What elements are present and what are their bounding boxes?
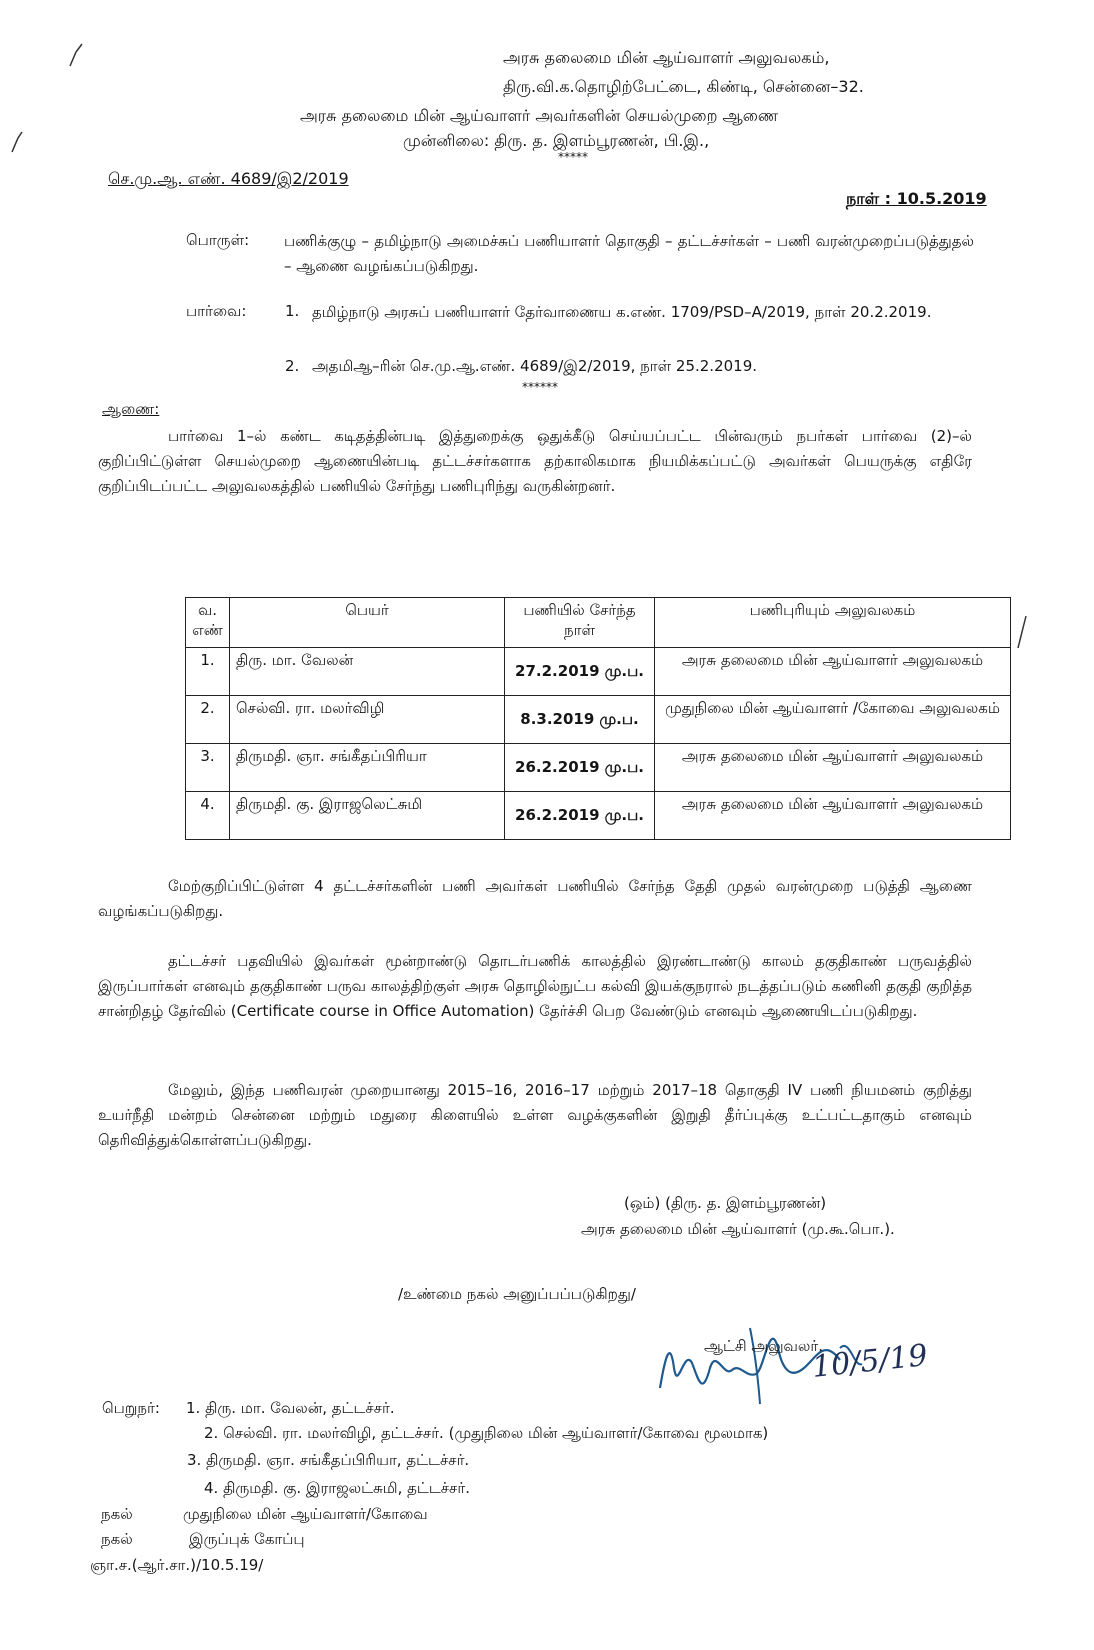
row-name: திரு. மா. வேலன் — [230, 648, 505, 696]
copy-label: நகல் — [101, 1530, 133, 1548]
row-office: அரசு தலைமை மின் ஆய்வாளர் அலுவலகம் — [655, 648, 1011, 696]
row-office: அரசு தலைமை மின் ஆய்வாளர் அலுவலகம் — [655, 792, 1011, 840]
order-date: நாள் : 10.5.2019 — [846, 189, 987, 208]
paragraph-3: தட்டச்சர் பதவியில் இவர்கள் மூன்றாண்டு தொடர்பணிக் காலத்தில் இரண்டாண்டு காலம் தகுதிகாண் பருவத்தில் இருப்பார்கள் எனவும் தகுதிகாண் பருவ காலத்திற்குள் அரசு தொழில்நுட்ப கல்வி இயக்குநரால் நடத்தப்படும் கணினி தகுதி குறித்த சான்றிதழ் தேர்வில் (Certificate course in Office Automation) தேர்ச்சி பெற வேண்டும் எனவும் ஆணையிடப்படுகிறது. — [98, 952, 972, 1020]
order-number: செ.மு.ஆ. எண். 4689/இ2/2019 — [108, 169, 349, 188]
reference-number: 2. — [285, 357, 300, 375]
row-join-date: 26.2.2019 மு.ப. — [505, 744, 655, 792]
scan-mark — [62, 38, 92, 68]
row-name: திருமதி. கு. இராஜலெட்சுமி — [230, 792, 505, 840]
row-serial: 3. — [186, 744, 230, 792]
references-label: பார்வை: — [186, 302, 247, 320]
row-serial: 1. — [186, 648, 230, 696]
row-name: திருமதி. ஞா. சங்கீதப்பிரியா — [230, 744, 505, 792]
recipients-label: பெறுநர்: — [102, 1399, 160, 1417]
table-row — [186, 792, 1011, 840]
row-office: அரசு தலைமை மின் ஆய்வாளர் அலுவலகம் — [655, 744, 1011, 792]
table-row — [186, 744, 1011, 792]
signatory-name: (ஒம்) (திரு. த. இளம்பூரணன்) — [624, 1194, 827, 1212]
row-serial: 4. — [186, 792, 230, 840]
reference-number: 1. — [285, 302, 300, 320]
row-join-date: 26.2.2019 மு.ப. — [505, 792, 655, 840]
office-address: திரு.வி.க.தொழிற்பேட்டை, கிண்டி, சென்னை–32. — [503, 77, 864, 96]
recipient-item: 3. திருமதி. ஞா. சங்கீதப்பிரியா, தட்டச்சர். — [187, 1451, 470, 1469]
scan-mark — [1014, 612, 1030, 652]
paragraph-1: பார்வை 1–ல் கண்ட கடிதத்தின்படி இத்துறைக்கு ஒதுக்கீடு செய்யப்பட்ட பின்வரும் நபர்கள் பார்வை (2)–ல் குறிப்பிட்டுள்ள செயல்முறை ஆணையின்படி தட்டச்சர்களாக தற்காலிகமாக நியமிக்கப்பட்டு அவர்கள் பெயருக்கு எதிரே குறிப்பிடப்பட்ட அலுவலகத்தில் பணியில் சேர்ந்து பணிபுரிந்து வருகின்றனர். — [98, 427, 972, 495]
subject-text: பணிக்குழு – தமிழ்நாடு அமைச்சுப் பணியாளர் தொகுதி – தட்டச்சர்கள் – பணி வரன்முறைப்படுத்துதல் – ஆணை வழங்கப்படுகிறது. — [284, 232, 974, 275]
officer-designation: ஆட்சி அலுவலர். — [704, 1337, 823, 1355]
signatory-designation: அரசு தலைமை மின் ஆய்வாளர் (மு.கூ.பொ.). — [581, 1220, 895, 1238]
paragraph-2: மேற்குறிப்பிட்டுள்ள 4 தட்டச்சர்களின் பணி அவர்கள் பணியில் சேர்ந்த தேதி முதல் வரன்முறை படுத்தி ஆணை வழங்கப்படுகிறது. — [98, 877, 972, 920]
reference-text: தமிழ்நாடு அரசுப் பணியாளர் தேர்வாணைய க.எண். 1709/PSD–A/2019, நாள் 20.2.2019. — [312, 303, 932, 321]
reference-stars: ****** — [522, 380, 558, 394]
column-header-name: பெயர் — [230, 598, 505, 648]
order-label: ஆணை: — [102, 400, 160, 418]
staff-table — [185, 597, 1011, 840]
header-stars: ***** — [558, 150, 588, 164]
recipient-item: 4. திருமதி. கு. இராஜலட்சுமி, தட்டச்சர். — [204, 1479, 470, 1497]
order-heading: அரசு தலைமை மின் ஆய்வாளர் அவர்களின் செயல்முறை ஆணை — [300, 106, 779, 125]
office-name: அரசு தலைமை மின் ஆய்வாளர் அலுவலகம், — [503, 48, 830, 67]
true-copy-line: /உண்மை நகல் அனுப்பப்படுகிறது/ — [398, 1285, 636, 1303]
copy-text: முதுநிலை மின் ஆய்வாளர்/கோவை — [183, 1505, 428, 1523]
footer-reference: ஞா.ச.(ஆர்.சா.)/10.5.19/ — [90, 1556, 264, 1574]
reference-text: அதமிஆ–ரின் செ.மு.ஆ.எண். 4689/இ2/2019, நாள் 25.2.2019. — [312, 357, 758, 375]
presence-line: முன்னிலை: திரு. த. இளம்பூரணன், பி.இ., — [403, 131, 710, 150]
handwritten-date: 10/5/19 — [810, 1338, 930, 1385]
copy-label: நகல் — [101, 1505, 133, 1523]
scan-mark — [6, 128, 28, 154]
column-header-join-date: பணியில் சேர்ந்த நாள் — [505, 598, 655, 648]
subject-label: பொருள்: — [186, 231, 250, 249]
row-office: முதுநிலை மின் ஆய்வாளர் /கோவை அலுவலகம் — [655, 696, 1011, 744]
column-header-office: பணிபுரியும் அலுவலகம் — [655, 598, 1011, 648]
recipient-item: 2. செல்வி. ரா. மலர்விழி, தட்டச்சர். (முதுநிலை மின் ஆய்வாளர்/கோவை மூலமாக) — [204, 1424, 769, 1442]
table-row — [186, 648, 1011, 696]
recipient-item: 1. திரு. மா. வேலன், தட்டச்சர். — [186, 1399, 395, 1417]
column-header-serial: வ. எண் — [186, 598, 230, 648]
table-row — [186, 696, 1011, 744]
copy-text: இருப்புக் கோப்பு — [189, 1530, 305, 1548]
row-join-date: 8.3.2019 மு.ப. — [505, 696, 655, 744]
paragraph-4: மேலும், இந்த பணிவரன் முறையானது 2015–16, 2016–17 மற்றும் 2017–18 தொகுதி IV பணி நியமனம் குறித்து உயர்நீதி மன்றம் சென்னை மற்றும் மதுரை கிளையில் உள்ள வழக்குகளின் இறுதி தீர்ப்புக்கு உட்பட்டதாகும் எனவும் தெரிவித்துக்கொள்ளப்படுகிறது. — [98, 1081, 972, 1149]
row-join-date: 27.2.2019 மு.ப. — [505, 648, 655, 696]
row-name: செல்வி. ரா. மலர்விழி — [230, 696, 505, 744]
row-serial: 2. — [186, 696, 230, 744]
